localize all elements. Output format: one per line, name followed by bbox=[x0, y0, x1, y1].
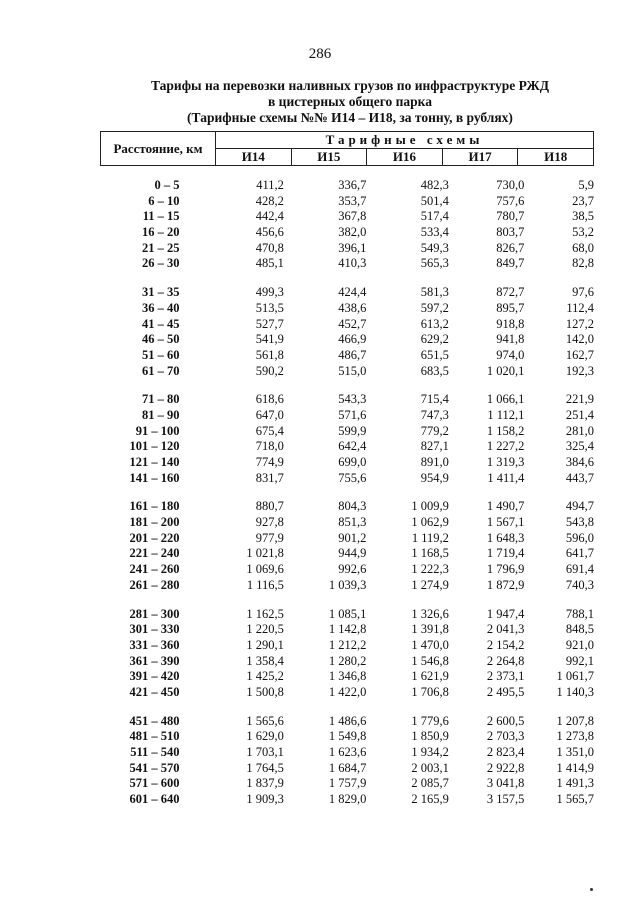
table-row bbox=[100, 471, 594, 487]
i14-cell: 541,9 bbox=[255, 332, 284, 347]
i18-cell: 1 491,3 bbox=[556, 776, 594, 791]
i15-cell: 336,7 bbox=[338, 178, 367, 192]
i17-cell: 941,8 bbox=[496, 332, 525, 347]
i16-cell: 629,2 bbox=[420, 332, 449, 347]
i17-cell: 803,7 bbox=[496, 225, 525, 240]
distance-cell: 71 – 80 bbox=[142, 392, 180, 407]
i15-cell: 642,4 bbox=[338, 439, 367, 454]
i14-cell: 1 629,0 bbox=[246, 729, 284, 744]
i15-cell: 466,9 bbox=[338, 332, 367, 347]
table-row bbox=[100, 301, 594, 317]
i18-cell: 1 273,8 bbox=[556, 729, 594, 744]
table-row bbox=[100, 285, 594, 301]
i15-cell: 452,7 bbox=[338, 316, 367, 331]
i15-cell: 851,3 bbox=[338, 515, 367, 530]
title-line-2: в цистерных общего парка bbox=[268, 94, 432, 109]
distance-cell: 481 – 510 bbox=[129, 729, 180, 744]
i17-cell: 1 158,2 bbox=[486, 423, 525, 438]
i14-cell: 1 764,5 bbox=[246, 760, 284, 775]
i18-cell: 641,7 bbox=[565, 546, 594, 561]
table-row bbox=[100, 792, 594, 808]
i16-cell: 1 119,2 bbox=[411, 530, 449, 545]
i17-cell: 2 264,8 bbox=[486, 653, 525, 668]
title-line-1: Тарифы на перевозки наливных грузов по инфраструктуре РЖД bbox=[151, 78, 549, 93]
i17-cell: 2 373,1 bbox=[486, 669, 525, 684]
i14-cell: 1 358,4 bbox=[246, 653, 284, 668]
distance-cell: 6 – 10 bbox=[148, 193, 180, 208]
i17-cell: 826,7 bbox=[496, 240, 525, 255]
i16-cell: 549,3 bbox=[420, 240, 449, 255]
i16-cell: 482,3 bbox=[420, 178, 449, 192]
i17-cell: 2 922,8 bbox=[486, 760, 525, 775]
i14-cell: 456,6 bbox=[255, 225, 284, 240]
i14-cell: 1 565,6 bbox=[246, 713, 284, 728]
i16-cell: 891,0 bbox=[420, 455, 449, 469]
distance-cell: 181 – 200 bbox=[129, 515, 180, 530]
i16-cell: 1 168,5 bbox=[411, 546, 449, 561]
i15-cell: 1 757,9 bbox=[328, 776, 367, 791]
i16-cell: 1 009,9 bbox=[411, 499, 449, 514]
distance-cell: 21 – 25 bbox=[142, 240, 180, 255]
i17-cell: 3 157,5 bbox=[486, 792, 525, 807]
table-row bbox=[100, 348, 594, 364]
table-row bbox=[100, 408, 594, 424]
distance-cell: 391 – 420 bbox=[129, 669, 180, 684]
i14-cell: 1 116,5 bbox=[246, 577, 284, 592]
i15-cell: 486,7 bbox=[338, 347, 367, 362]
distance-cell: 141 – 160 bbox=[129, 470, 180, 485]
i14-cell: 470,8 bbox=[255, 240, 284, 255]
i15-cell: 438,6 bbox=[338, 300, 367, 315]
i18-cell: 384,6 bbox=[565, 455, 594, 469]
distance-cell: 161 – 180 bbox=[129, 499, 180, 514]
i17-cell: 2 495,5 bbox=[486, 684, 525, 699]
table-row bbox=[100, 546, 594, 562]
i17-cell: 1 112,1 bbox=[487, 407, 525, 422]
i16-cell: 1 706,8 bbox=[411, 684, 449, 699]
table-row bbox=[100, 332, 594, 348]
i17-cell: 1 020,1 bbox=[486, 363, 525, 378]
i18-cell: 68,0 bbox=[572, 240, 594, 255]
i17-cell: 1 719,4 bbox=[486, 546, 525, 561]
i16-cell: 1 850,9 bbox=[411, 729, 449, 744]
distance-cell: 361 – 390 bbox=[129, 653, 180, 668]
i18-cell: 543,8 bbox=[565, 515, 594, 530]
distance-cell: 41 – 45 bbox=[142, 316, 180, 331]
i18-cell: 127,2 bbox=[565, 316, 594, 331]
i17-cell: 3 041,8 bbox=[486, 776, 525, 791]
distance-cell: 281 – 300 bbox=[129, 606, 180, 621]
i17-cell: 1 066,1 bbox=[486, 392, 525, 407]
i14-cell: 927,8 bbox=[255, 515, 284, 530]
i14-cell: 499,3 bbox=[255, 285, 284, 300]
i16-cell: 779,2 bbox=[420, 423, 449, 438]
distance-cell: 301 – 330 bbox=[129, 622, 180, 637]
i17-cell: 1 796,9 bbox=[486, 562, 525, 577]
i18-cell: 23,7 bbox=[572, 193, 594, 208]
row-group bbox=[100, 714, 594, 808]
i18-cell: 192,3 bbox=[565, 363, 594, 378]
i16-cell: 1 934,2 bbox=[411, 745, 449, 759]
i17-cell: 918,8 bbox=[496, 316, 525, 331]
table-row bbox=[100, 499, 594, 515]
table-row bbox=[100, 776, 594, 792]
i15-cell: 1 684,7 bbox=[328, 760, 367, 775]
i15-cell: 571,6 bbox=[338, 407, 367, 422]
table-row bbox=[100, 638, 594, 654]
i15-cell: 1 142,8 bbox=[328, 622, 367, 637]
i18-cell: 82,8 bbox=[572, 256, 594, 271]
i18-cell: 53,2 bbox=[572, 225, 594, 240]
i18-cell: 1 207,8 bbox=[556, 713, 594, 728]
distance-cell: 46 – 50 bbox=[142, 332, 180, 347]
table-row bbox=[100, 562, 594, 578]
i14-cell: 411,2 bbox=[256, 178, 284, 192]
i17-cell: 2 041,3 bbox=[486, 622, 525, 637]
i18-cell: 38,5 bbox=[572, 209, 594, 224]
table-row bbox=[100, 515, 594, 531]
i18-cell: 494,7 bbox=[565, 499, 594, 514]
i14-cell: 618,6 bbox=[255, 392, 284, 407]
table-row bbox=[100, 241, 594, 257]
table-row bbox=[100, 714, 594, 730]
i14-cell: 1 069,6 bbox=[246, 562, 284, 577]
i15-cell: 901,2 bbox=[338, 530, 367, 545]
i18-cell: 740,3 bbox=[565, 577, 594, 592]
i18-cell: 251,4 bbox=[565, 407, 594, 422]
i16-cell: 1 274,9 bbox=[411, 577, 449, 592]
i15-cell: 1 623,6 bbox=[328, 745, 367, 759]
i18-cell: 1 140,3 bbox=[556, 684, 594, 699]
title-line-3: (Тарифные схемы №№ И14 – И18, за тонну, в рублях) bbox=[187, 110, 513, 125]
table-row bbox=[100, 364, 594, 380]
i16-cell: 2 085,7 bbox=[411, 776, 449, 791]
table-row bbox=[100, 256, 594, 272]
i15-cell: 944,9 bbox=[338, 546, 367, 561]
i15-cell: 804,3 bbox=[338, 499, 367, 514]
table-header bbox=[100, 131, 594, 166]
i15-cell: 1 212,2 bbox=[328, 637, 367, 652]
table-row bbox=[100, 209, 594, 225]
i14-cell: 1 290,1 bbox=[246, 637, 284, 652]
i18-cell: 281,0 bbox=[565, 423, 594, 438]
row-group bbox=[100, 285, 594, 379]
row-group bbox=[100, 607, 594, 701]
column-header-i17: И17 bbox=[442, 149, 518, 166]
table-row bbox=[100, 317, 594, 333]
i14-cell: 428,2 bbox=[255, 193, 284, 208]
i18-cell: 788,1 bbox=[565, 606, 594, 621]
i15-cell: 367,8 bbox=[338, 209, 367, 224]
distance-cell: 31 – 35 bbox=[142, 285, 180, 300]
i15-cell: 1 829,0 bbox=[328, 792, 367, 807]
i15-cell: 353,7 bbox=[338, 193, 367, 208]
table-row bbox=[100, 178, 594, 194]
i15-cell: 992,6 bbox=[338, 562, 367, 577]
i14-cell: 527,7 bbox=[255, 316, 284, 331]
schemes-header: Тарифные схемы bbox=[216, 132, 594, 149]
column-header-i18: И18 bbox=[518, 149, 594, 166]
i15-cell: 1 486,6 bbox=[328, 713, 367, 728]
i14-cell: 1 220,5 bbox=[246, 622, 284, 637]
distance-cell: 331 – 360 bbox=[129, 637, 180, 652]
i15-cell: 1 422,0 bbox=[328, 684, 367, 699]
i18-cell: 691,4 bbox=[565, 562, 594, 577]
row-group bbox=[100, 499, 594, 593]
i17-cell: 1 947,4 bbox=[486, 606, 525, 621]
distance-header: Расстояние, км bbox=[101, 132, 216, 166]
i16-cell: 1 222,3 bbox=[411, 562, 449, 577]
distance-cell: 26 – 30 bbox=[142, 256, 180, 271]
i15-cell: 382,0 bbox=[338, 225, 367, 240]
distance-cell: 81 – 90 bbox=[142, 407, 180, 422]
i17-cell: 780,7 bbox=[496, 209, 525, 224]
i17-cell: 1 411,4 bbox=[487, 470, 525, 485]
i16-cell: 613,2 bbox=[420, 316, 449, 331]
document-title bbox=[0, 78, 640, 126]
i14-cell: 513,5 bbox=[255, 300, 284, 315]
row-group bbox=[100, 392, 594, 486]
i18-cell: 1 565,7 bbox=[556, 792, 594, 807]
i18-cell: 921,0 bbox=[565, 637, 594, 652]
i17-cell: 1 227,2 bbox=[486, 439, 525, 454]
i18-cell: 5,9 bbox=[578, 178, 594, 192]
i18-cell: 112,4 bbox=[566, 300, 594, 315]
i17-cell: 757,6 bbox=[496, 193, 525, 208]
i14-cell: 590,2 bbox=[255, 363, 284, 378]
i15-cell: 396,1 bbox=[338, 240, 367, 255]
i14-cell: 1 500,8 bbox=[246, 684, 284, 699]
i14-cell: 977,9 bbox=[255, 530, 284, 545]
i16-cell: 1 779,6 bbox=[411, 713, 449, 728]
table-row bbox=[100, 424, 594, 440]
i15-cell: 1 346,8 bbox=[328, 669, 367, 684]
i18-cell: 1 061,7 bbox=[556, 669, 594, 684]
distance-cell: 36 – 40 bbox=[142, 300, 180, 315]
i18-cell: 162,7 bbox=[565, 347, 594, 362]
i16-cell: 1 326,6 bbox=[411, 606, 449, 621]
distance-cell: 511 – 540 bbox=[130, 745, 180, 759]
i14-cell: 718,0 bbox=[255, 439, 284, 454]
distance-cell: 241 – 260 bbox=[129, 562, 180, 577]
i14-cell: 561,8 bbox=[255, 347, 284, 362]
table-row bbox=[100, 531, 594, 547]
i16-cell: 581,3 bbox=[420, 285, 449, 300]
distance-cell: 16 – 20 bbox=[142, 225, 180, 240]
i18-cell: 443,7 bbox=[565, 470, 594, 485]
i14-cell: 1 837,9 bbox=[246, 776, 284, 791]
i16-cell: 954,9 bbox=[420, 470, 449, 485]
distance-cell: 11 – 15 bbox=[142, 209, 180, 224]
i15-cell: 1 549,8 bbox=[328, 729, 367, 744]
i16-cell: 1 470,0 bbox=[411, 637, 449, 652]
i16-cell: 827,1 bbox=[420, 439, 449, 454]
i14-cell: 1 021,8 bbox=[246, 546, 284, 561]
distance-cell: 571 – 600 bbox=[129, 776, 180, 791]
distance-cell: 121 – 140 bbox=[129, 455, 180, 469]
i17-cell: 2 154,2 bbox=[486, 637, 525, 652]
column-header-i14: И14 bbox=[216, 149, 292, 166]
distance-cell: 221 – 240 bbox=[129, 546, 180, 561]
i15-cell: 1 085,1 bbox=[328, 606, 367, 621]
distance-cell: 451 – 480 bbox=[129, 713, 180, 728]
i15-cell: 1 039,3 bbox=[328, 577, 367, 592]
i16-cell: 2 165,9 bbox=[411, 792, 449, 807]
i16-cell: 533,4 bbox=[420, 225, 449, 240]
i14-cell: 880,7 bbox=[255, 499, 284, 514]
i17-cell: 895,7 bbox=[496, 300, 525, 315]
i17-cell: 1 319,3 bbox=[486, 455, 525, 469]
i17-cell: 2 600,5 bbox=[486, 713, 525, 728]
i18-cell: 221,9 bbox=[565, 392, 594, 407]
table-row bbox=[100, 745, 594, 761]
i16-cell: 501,4 bbox=[420, 193, 449, 208]
i18-cell: 848,5 bbox=[565, 622, 594, 637]
i18-cell: 992,1 bbox=[565, 653, 594, 668]
i16-cell: 683,5 bbox=[420, 363, 449, 378]
i15-cell: 1 280,2 bbox=[328, 653, 367, 668]
i17-cell: 974,0 bbox=[496, 347, 525, 362]
i14-cell: 675,4 bbox=[255, 423, 284, 438]
i15-cell: 543,3 bbox=[338, 392, 367, 407]
distance-cell: 51 – 60 bbox=[142, 347, 180, 362]
i17-cell: 872,7 bbox=[496, 285, 525, 300]
i18-cell: 97,6 bbox=[572, 285, 594, 300]
i18-cell: 325,4 bbox=[565, 439, 594, 454]
i17-cell: 1 872,9 bbox=[486, 577, 525, 592]
distance-cell: 0 – 5 bbox=[154, 178, 180, 192]
i18-cell: 1 351,0 bbox=[556, 745, 594, 759]
i14-cell: 485,1 bbox=[255, 256, 284, 271]
column-header-i15: И15 bbox=[291, 149, 367, 166]
i17-cell: 1 648,3 bbox=[486, 530, 525, 545]
column-header-i16: И16 bbox=[367, 149, 443, 166]
distance-cell: 61 – 70 bbox=[142, 363, 180, 378]
i16-cell: 517,4 bbox=[420, 209, 449, 224]
row-group bbox=[100, 178, 594, 272]
i17-cell: 1 490,7 bbox=[486, 499, 525, 514]
i14-cell: 1 425,2 bbox=[246, 669, 284, 684]
i14-cell: 1 162,5 bbox=[246, 606, 284, 621]
i15-cell: 410,3 bbox=[338, 256, 367, 271]
table-body bbox=[100, 178, 594, 808]
i17-cell: 849,7 bbox=[496, 256, 525, 271]
i15-cell: 515,0 bbox=[338, 363, 367, 378]
scan-speck bbox=[590, 888, 593, 891]
i15-cell: 699,0 bbox=[338, 455, 367, 469]
i14-cell: 1 909,3 bbox=[246, 792, 284, 807]
i16-cell: 2 003,1 bbox=[411, 760, 449, 775]
distance-cell: 91 – 100 bbox=[135, 423, 180, 438]
i18-cell: 142,0 bbox=[565, 332, 594, 347]
table-row bbox=[100, 761, 594, 777]
i16-cell: 1 621,9 bbox=[411, 669, 449, 684]
i17-cell: 1 567,1 bbox=[486, 515, 525, 530]
table-row bbox=[100, 225, 594, 241]
table-row bbox=[100, 578, 594, 594]
distance-cell: 541 – 570 bbox=[129, 760, 180, 775]
table-row bbox=[100, 607, 594, 623]
i17-cell: 730,0 bbox=[496, 178, 525, 192]
i16-cell: 1 546,8 bbox=[411, 653, 449, 668]
i17-cell: 2 703,3 bbox=[486, 729, 525, 744]
table-row bbox=[100, 685, 594, 701]
i15-cell: 424,4 bbox=[338, 285, 367, 300]
table-row bbox=[100, 392, 594, 408]
i16-cell: 565,3 bbox=[420, 256, 449, 271]
distance-cell: 261 – 280 bbox=[129, 577, 180, 592]
i16-cell: 597,2 bbox=[420, 300, 449, 315]
i14-cell: 831,7 bbox=[255, 470, 284, 485]
table-row bbox=[100, 194, 594, 210]
page-number: 286 bbox=[308, 46, 332, 62]
i16-cell: 747,3 bbox=[420, 407, 449, 422]
distance-cell: 101 – 120 bbox=[129, 439, 180, 454]
distance-cell: 601 – 640 bbox=[129, 792, 180, 807]
table-row bbox=[100, 439, 594, 455]
table-row bbox=[100, 455, 594, 471]
i18-cell: 596,0 bbox=[565, 530, 594, 545]
distance-cell: 201 – 220 bbox=[129, 530, 180, 545]
table-row bbox=[100, 654, 594, 670]
i14-cell: 774,9 bbox=[255, 455, 284, 469]
i16-cell: 1 391,8 bbox=[411, 622, 449, 637]
i14-cell: 1 703,1 bbox=[246, 745, 284, 759]
table-row bbox=[100, 669, 594, 685]
table-row bbox=[100, 729, 594, 745]
i16-cell: 651,5 bbox=[420, 347, 449, 362]
i16-cell: 715,4 bbox=[420, 392, 449, 407]
i15-cell: 599,9 bbox=[338, 423, 367, 438]
i15-cell: 755,6 bbox=[338, 470, 367, 485]
i14-cell: 442,4 bbox=[255, 209, 284, 224]
i17-cell: 2 823,4 bbox=[486, 745, 525, 759]
tariff-table bbox=[100, 131, 594, 821]
i16-cell: 1 062,9 bbox=[411, 515, 449, 530]
i18-cell: 1 414,9 bbox=[556, 760, 594, 775]
table-row bbox=[100, 622, 594, 638]
distance-cell: 421 – 450 bbox=[129, 684, 180, 699]
i14-cell: 647,0 bbox=[255, 407, 284, 422]
